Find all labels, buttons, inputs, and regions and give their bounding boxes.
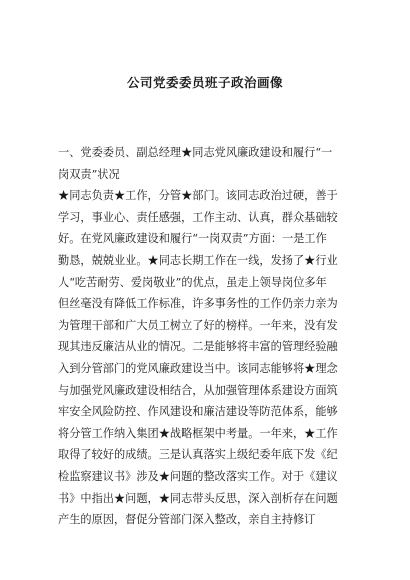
text-line: 牢安全风险防控、作风建设和廉洁建设等防范体系，能够 bbox=[58, 405, 338, 419]
text-line: 取得了较好的成绩。三是认真落实上级纪委年底下发《纪 bbox=[58, 448, 338, 462]
text-line: 产生的原因，督促分管部门深入整改，亲自主持修订 bbox=[58, 513, 316, 527]
text-line: 检监察建议书》涉及★问题的整改落实工作。对于《建议 bbox=[58, 469, 338, 483]
text-line: 入到分管部门的党风廉政建设当中。该同志能够将★理念 bbox=[58, 361, 338, 375]
text-line: 一、党委委员、副总经理★同志党风廉政建设和履行“一 bbox=[58, 146, 333, 159]
text-line: 将分管工作纳入集团★战略框架中考量。一年来，★工作 bbox=[58, 426, 338, 440]
text-line: 与加强党风廉政建设相结合，从加强管理体系建设方面筑 bbox=[58, 383, 338, 397]
text-line: 学习，事业心、责任感强，工作主动、认真，群众基础较 bbox=[58, 210, 338, 224]
text-line: 书》中指出★问题，★同志带头反思，深入剖析存在问题 bbox=[58, 491, 338, 505]
text-line: 人“吃苦耐劳、爱岗敬业”的优点，虽走上领导岗位多年 bbox=[58, 275, 327, 289]
text-line: 但丝毫没有降低工作标准，许多事务性的工作仍亲力亲为 bbox=[58, 297, 338, 311]
text-line: 现其违反廉洁从业的情况。二是能够将丰富的管理经验融 bbox=[58, 340, 338, 354]
document-body bbox=[58, 142, 358, 531]
text-line: ★同志负责★工作，分管★部门。该同志政治过硬，善于 bbox=[58, 189, 338, 203]
text-line: 好。在党风廉政建设和履行“一岗双责”方面：一是工作 bbox=[58, 232, 327, 246]
text-line: 勤恳，兢兢业业。★同志长期工作在一线，发扬了★行业 bbox=[58, 253, 338, 267]
text-line: 岗双责”状况 bbox=[58, 167, 120, 181]
document-title: 公司党委委员班子政治画像 bbox=[126, 75, 283, 90]
text-line: 为管理干部和广大员工树立了好的榜样。一年来，没有发 bbox=[58, 318, 338, 332]
